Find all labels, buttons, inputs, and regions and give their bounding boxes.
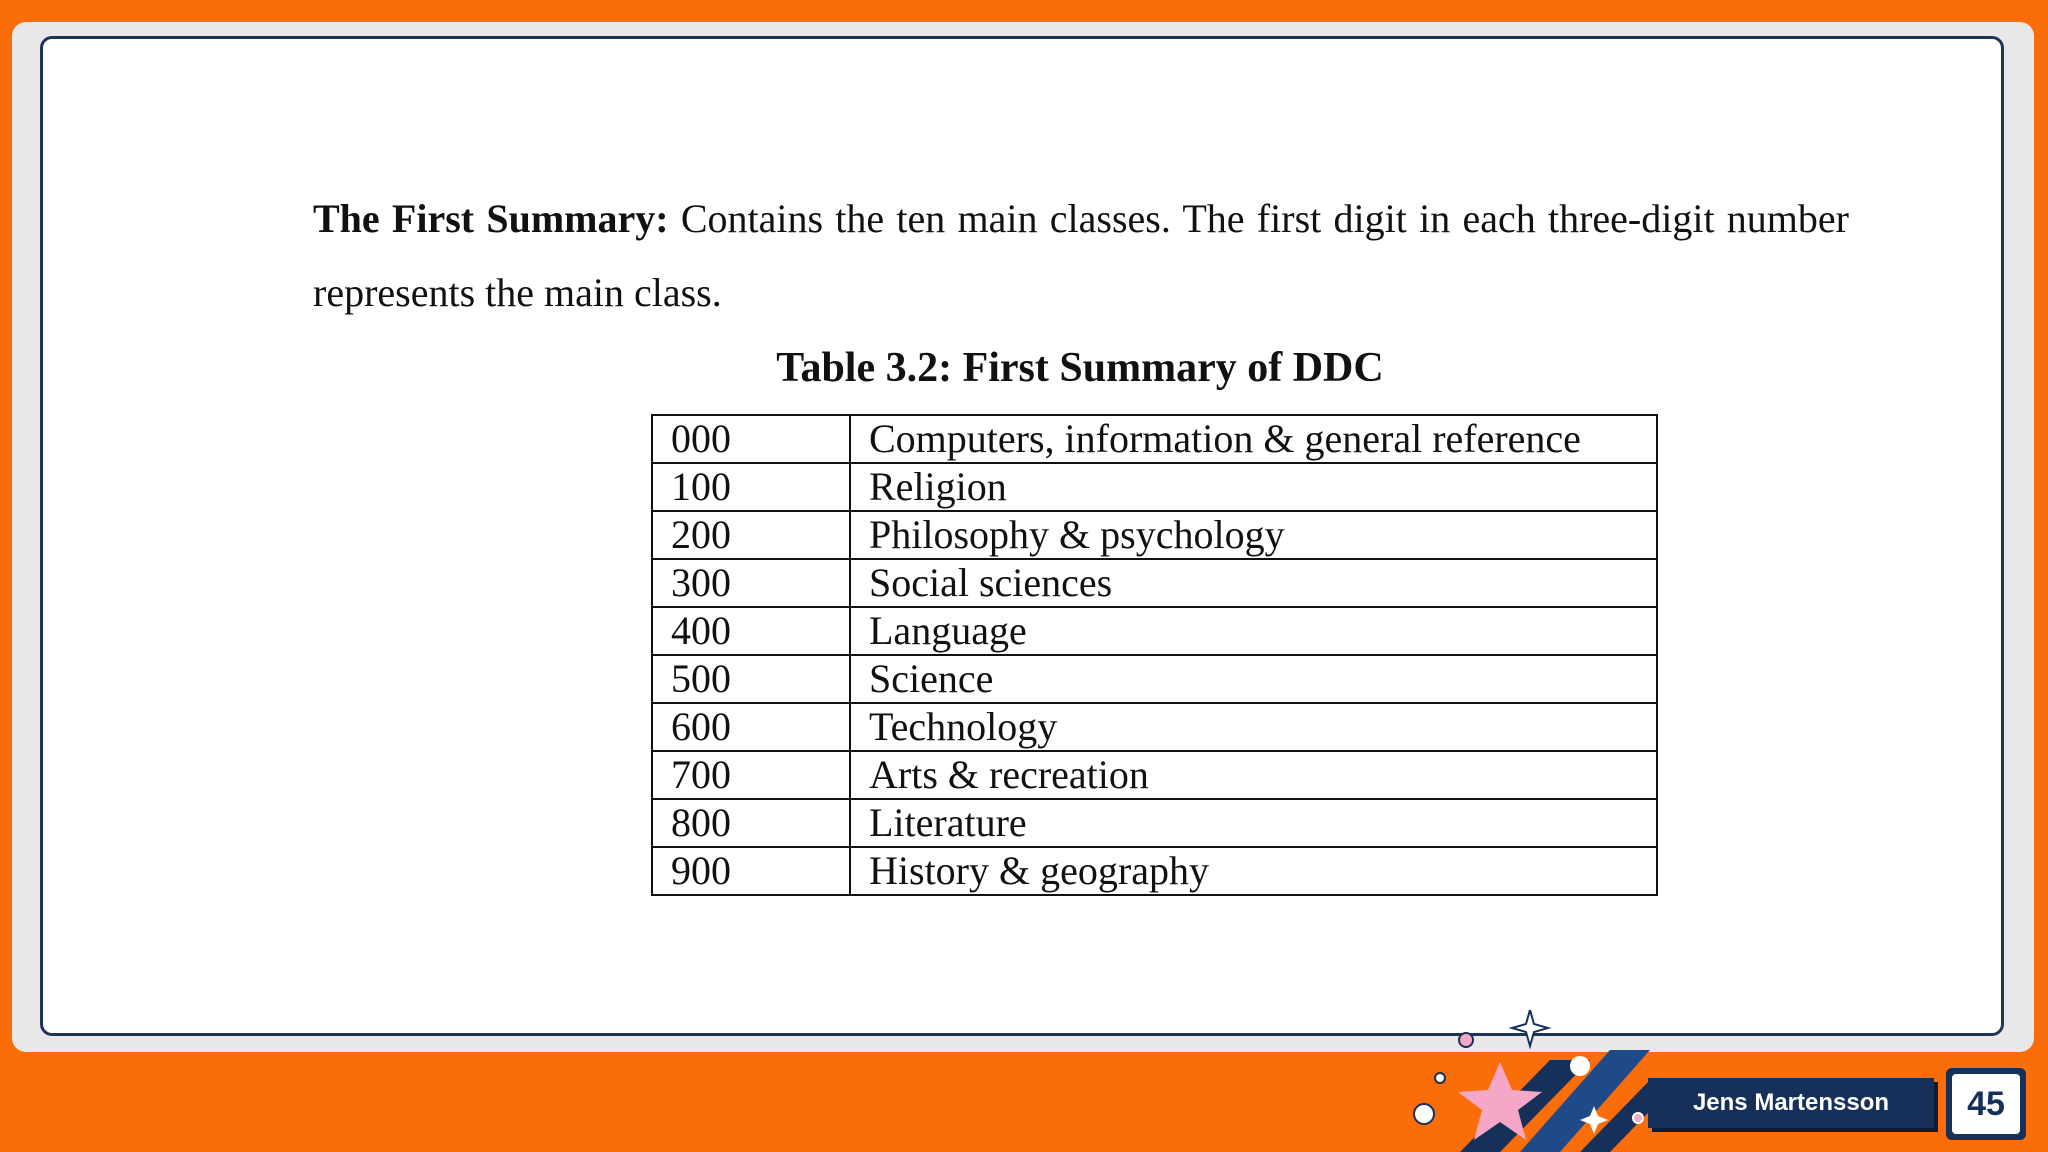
- page-number-box: [1946, 1068, 2026, 1140]
- class-label-cell: Computers, information & general reference: [850, 415, 1657, 463]
- intro-lead: The First Summary:: [313, 196, 669, 241]
- class-label-cell: History & geography: [850, 847, 1657, 895]
- class-code-cell: 500: [652, 655, 850, 703]
- class-label-cell: Arts & recreation: [850, 751, 1657, 799]
- class-code-cell: 800: [652, 799, 850, 847]
- dot-icon: [1570, 1056, 1590, 1076]
- author-name-box: Jens Martensson: [1648, 1078, 1934, 1128]
- class-label-cell: Philosophy & psychology: [850, 511, 1657, 559]
- class-code-cell: 200: [652, 511, 850, 559]
- class-code-cell: 300: [652, 559, 850, 607]
- table-row: [652, 799, 1657, 847]
- footer-decoration: [1400, 1010, 1680, 1152]
- table-row: [652, 847, 1657, 895]
- class-code-cell: 600: [652, 703, 850, 751]
- page-number: 45: [1952, 1074, 2020, 1134]
- class-label-cell: Literature: [850, 799, 1657, 847]
- dot-icon: [1435, 1073, 1445, 1083]
- table-row: [652, 751, 1657, 799]
- dot-icon: [1633, 1113, 1643, 1123]
- table-row: [652, 559, 1657, 607]
- sparkle-icon: [1512, 1010, 1548, 1046]
- table-row: [652, 415, 1657, 463]
- class-label-cell: Religion: [850, 463, 1657, 511]
- class-code-cell: 400: [652, 607, 850, 655]
- table-caption: Table 3.2: First Summary of DDC: [776, 345, 1384, 391]
- dot-icon: [1459, 1033, 1473, 1047]
- class-code-cell: 700: [652, 751, 850, 799]
- intro-text: Contains the ten main classes. The first digit in each three-digit number represents the main class.: [313, 196, 1849, 315]
- ddc-summary-table: [651, 414, 1658, 896]
- table-row: [652, 463, 1657, 511]
- table-row: [652, 655, 1657, 703]
- intro-paragraph: [313, 182, 1849, 330]
- class-code-cell: 000: [652, 415, 850, 463]
- class-label-cell: Technology: [850, 703, 1657, 751]
- table-row: [652, 703, 1657, 751]
- class-code-cell: 100: [652, 463, 850, 511]
- table-row: [652, 511, 1657, 559]
- dot-icon: [1414, 1104, 1434, 1124]
- table-row: [652, 607, 1657, 655]
- class-code-cell: 900: [652, 847, 850, 895]
- class-label-cell: Science: [850, 655, 1657, 703]
- class-label-cell: Language: [850, 607, 1657, 655]
- class-label-cell: Social sciences: [850, 559, 1657, 607]
